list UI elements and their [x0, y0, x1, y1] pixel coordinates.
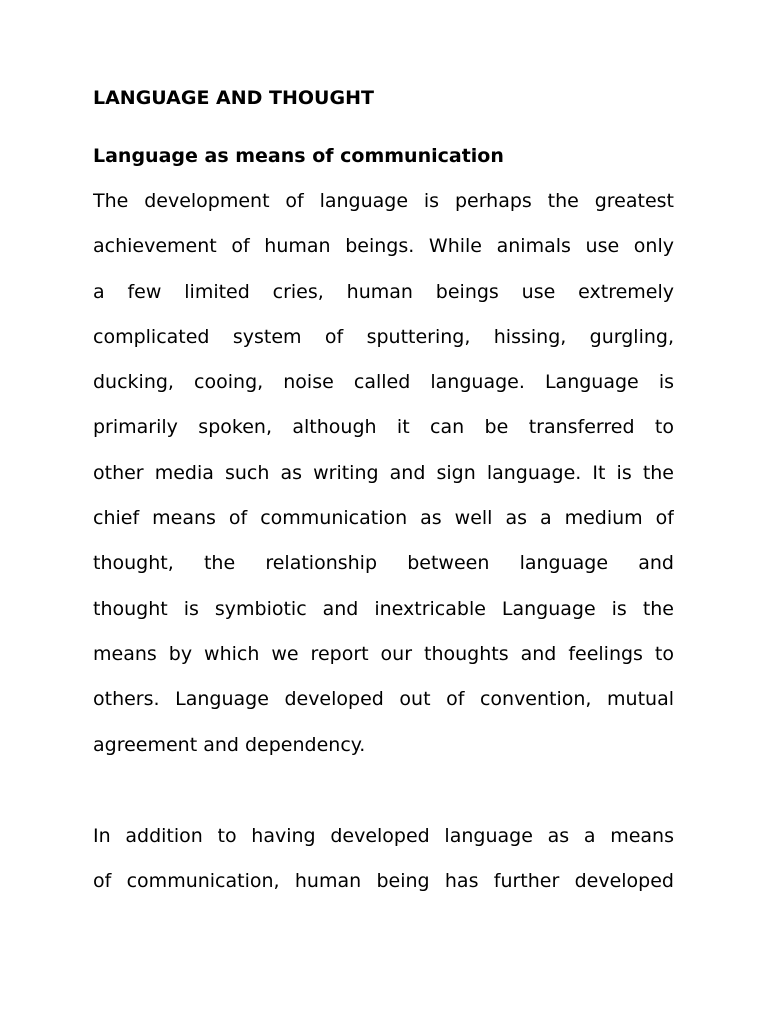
- paragraph-line: chief means of communication as well as a medium of: [93, 507, 674, 530]
- paragraph-line: of communication, human being has further developed: [93, 870, 674, 893]
- paragraph-line: ducking, cooing, noise called language. Language is: [93, 371, 674, 394]
- paragraph-line: other media such as writing and sign language. It is the: [93, 461, 674, 484]
- paragraph-line: In addition to having developed language as a means: [93, 825, 674, 847]
- paragraph-1: [93, 179, 674, 768]
- paragraph-line: complicated system of sputtering, hissing, gurgling,: [93, 325, 674, 348]
- paragraph-2: [93, 814, 674, 905]
- paragraph-line: primarily spoken, although it can be transferred to: [93, 416, 674, 439]
- paragraph-line: agreement and dependency.: [93, 733, 366, 756]
- paragraph-line: thought, the relationship between language and: [93, 552, 674, 575]
- paragraph-line: others. Language developed out of convention, mutual: [93, 688, 674, 711]
- paragraph-line: achievement of human beings. While animals use only: [93, 235, 674, 258]
- section-heading: Language as means of communication: [93, 145, 504, 167]
- paragraph-line: thought is symbiotic and inextricable Language is the: [93, 597, 674, 620]
- document-title: LANGUAGE AND THOUGHT: [93, 87, 374, 109]
- paragraph-line: means by which we report our thoughts and feelings to: [93, 642, 674, 665]
- paragraph-line: a few limited cries, human beings use extremely: [93, 280, 674, 303]
- paragraph-line: The development of language is perhaps the greatest: [93, 190, 674, 212]
